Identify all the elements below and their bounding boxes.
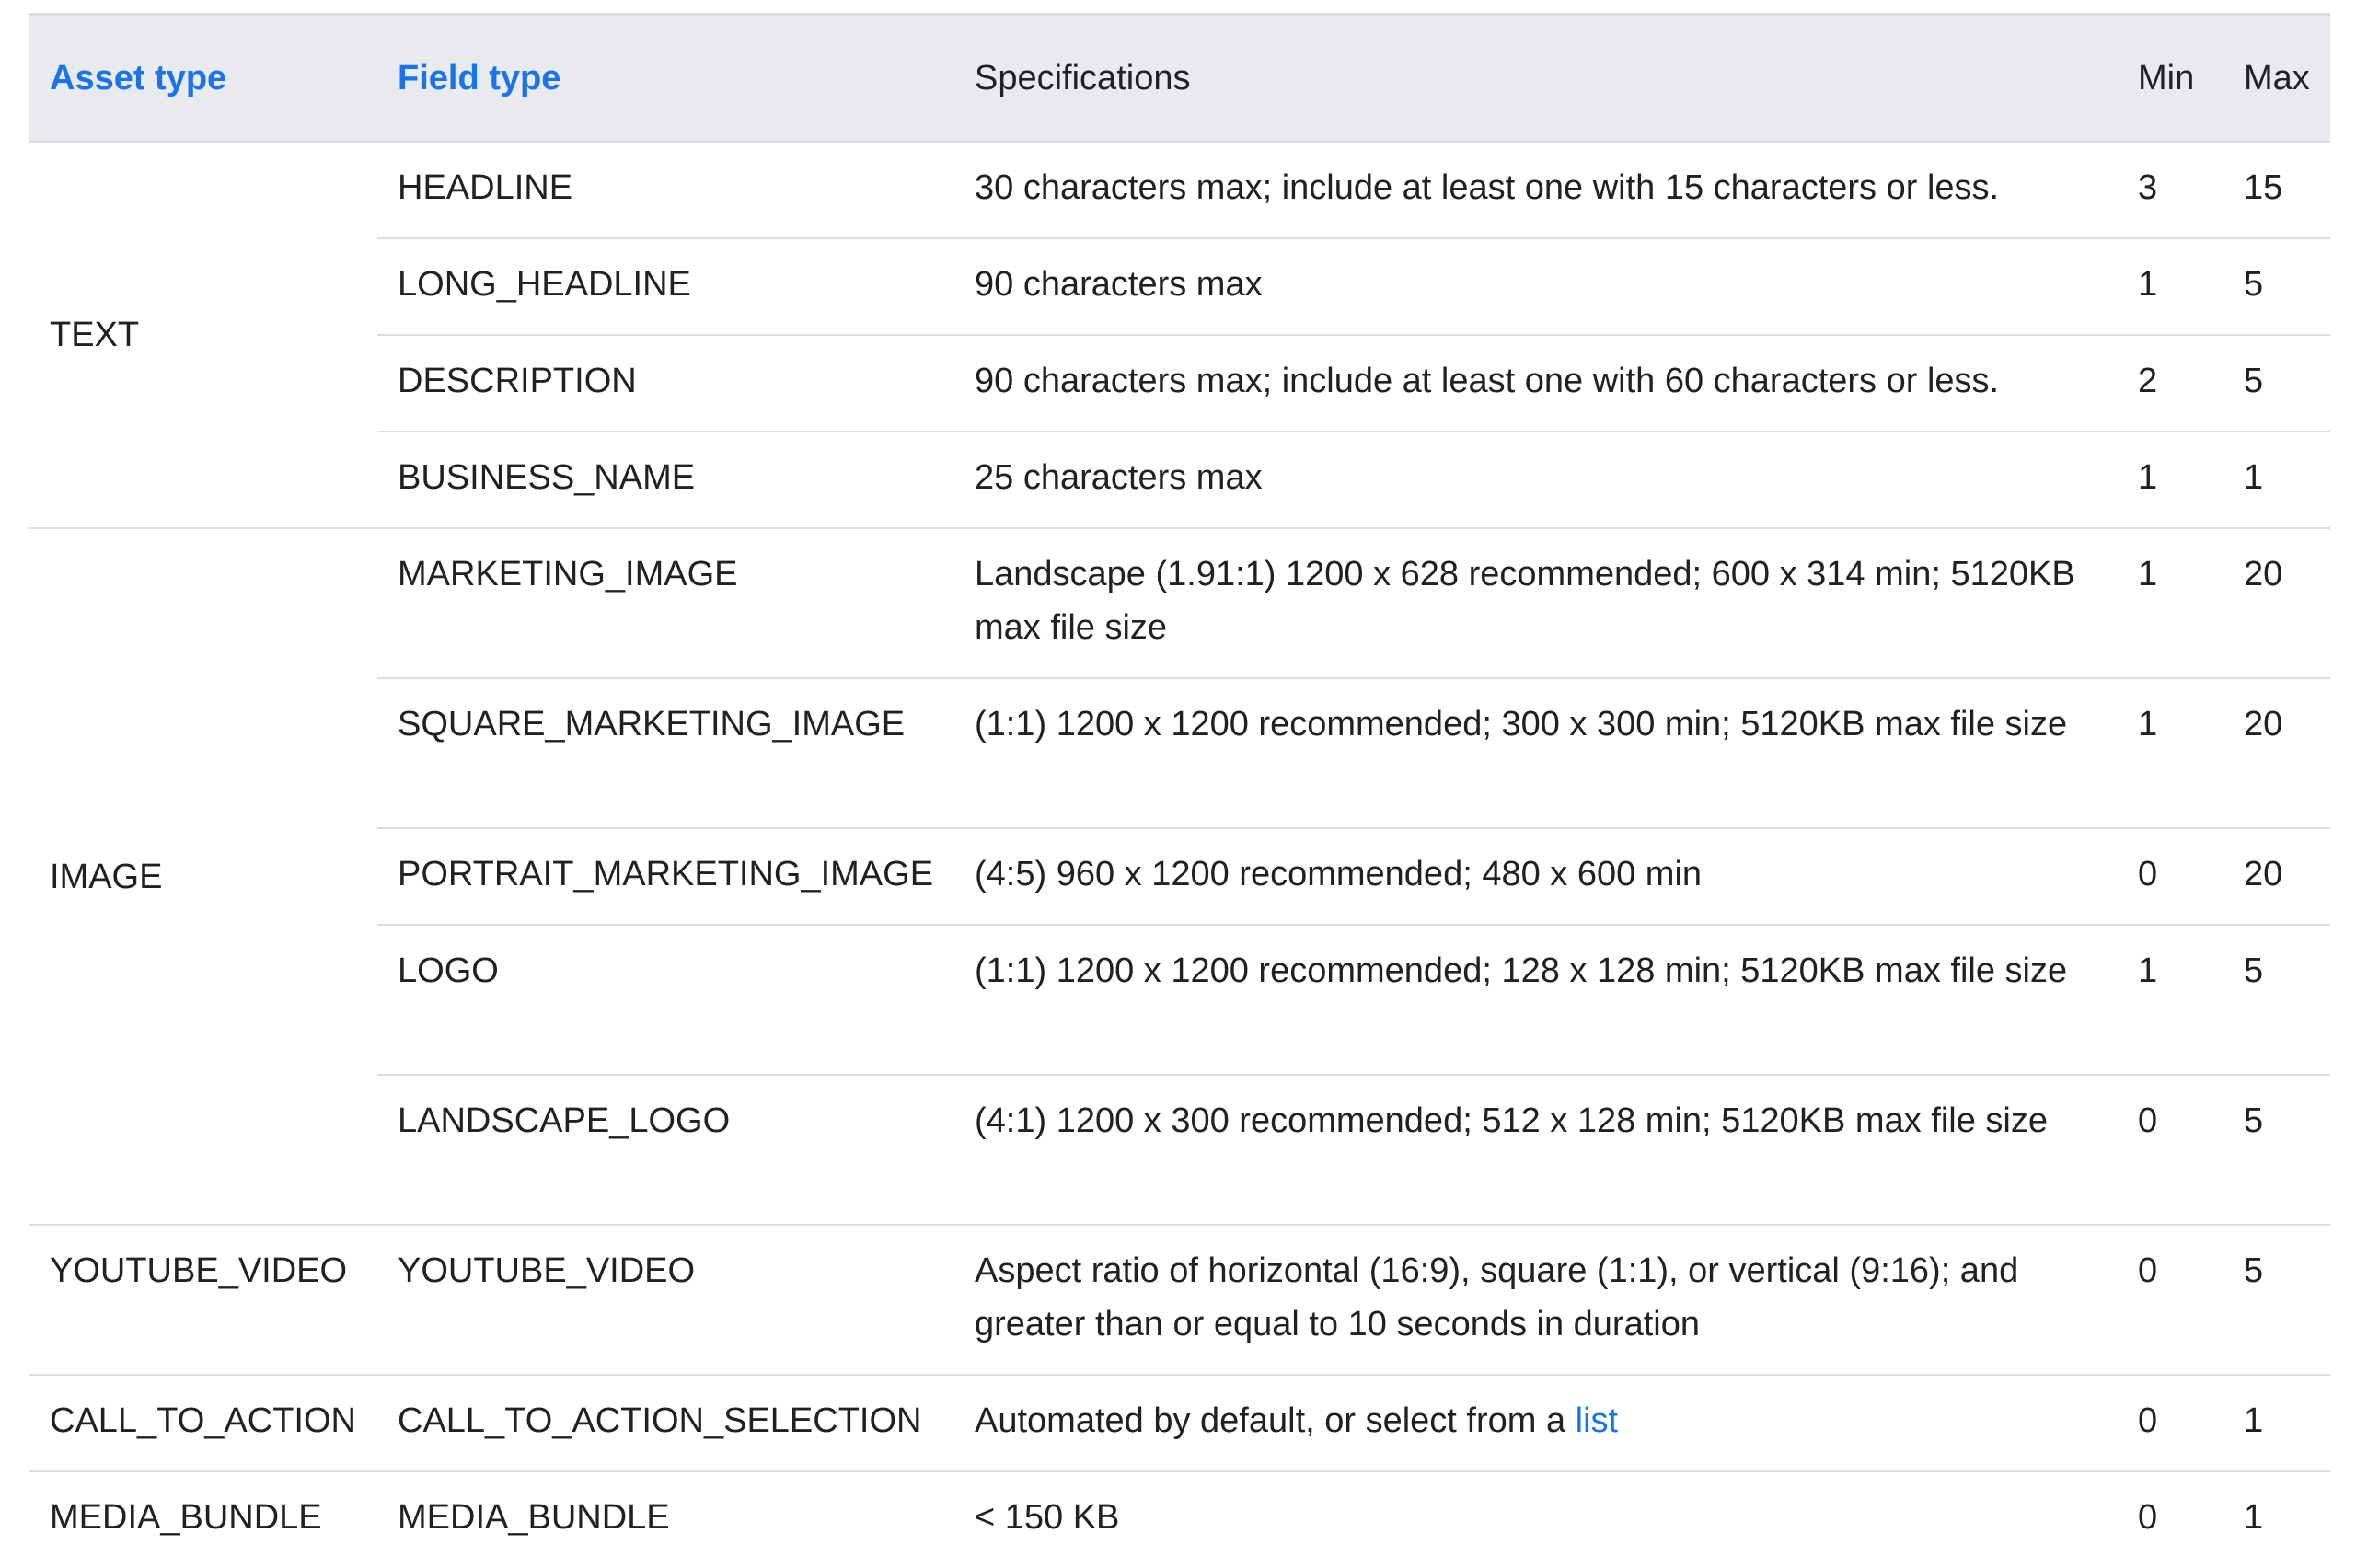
specification-cell: 25 characters max bbox=[954, 432, 2118, 528]
call-to-action-list-link[interactable]: list bbox=[1575, 1401, 1619, 1440]
min-cell: 0 bbox=[2118, 1471, 2223, 1568]
min-cell: 1 bbox=[2118, 925, 2223, 1075]
table-row bbox=[29, 1225, 2330, 1375]
table-header bbox=[29, 15, 2330, 143]
max-cell: 15 bbox=[2244, 168, 2283, 207]
field-type-cell: PORTRAIT_MARKETING_IMAGE bbox=[377, 828, 954, 925]
table-body bbox=[29, 142, 2330, 1568]
max-cell: 5 bbox=[2223, 1075, 2330, 1225]
asset-type-cell: YOUTUBE_VIDEO bbox=[29, 1225, 377, 1375]
field-type-cell: CALL_TO_ACTION_SELECTION bbox=[377, 1375, 954, 1471]
specification-cell: (1:1) 1200 x 1200 recommended; 128 x 128 min; 5120KB max file size bbox=[954, 925, 2118, 1075]
asset-type-cell: CALL_TO_ACTION bbox=[29, 1375, 377, 1471]
min-cell: 0 bbox=[2118, 828, 2223, 925]
table-row bbox=[29, 1375, 2330, 1471]
field-type-cell: YOUTUBE_VIDEO bbox=[377, 1225, 954, 1375]
specification-cell: (4:1) 1200 x 300 recommended; 512 x 128 min; 5120KB max file size bbox=[954, 1075, 2118, 1225]
max-cell: 5 bbox=[2223, 925, 2330, 1075]
max-cell: 5 bbox=[2223, 1225, 2330, 1375]
max-cell: 5 bbox=[2223, 238, 2330, 335]
asset-type-cell: MEDIA_BUNDLE bbox=[29, 1471, 377, 1568]
specification-cell bbox=[954, 1375, 2118, 1471]
min-cell: 0 bbox=[2118, 1225, 2223, 1375]
max-cell: 20 bbox=[2223, 678, 2330, 828]
table-row bbox=[29, 528, 2330, 678]
field-type-cell: MARKETING_IMAGE bbox=[377, 528, 954, 678]
specification-cell: 90 characters max; include at least one with 60 characters or less. bbox=[954, 335, 2118, 432]
field-type-cell: DESCRIPTION bbox=[377, 335, 954, 432]
specification-text: Automated by default, or select from a bbox=[975, 1401, 1566, 1440]
field-type-cell: BUSINESS_NAME bbox=[377, 432, 954, 528]
field-type-cell: SQUARE_MARKETING_IMAGE bbox=[377, 678, 954, 828]
field-type-cell: LONG_HEADLINE bbox=[377, 238, 954, 335]
max-cell: 1 bbox=[2223, 1471, 2330, 1568]
min-cell: 1 bbox=[2118, 238, 2223, 335]
max-cell: 5 bbox=[2223, 335, 2330, 432]
min-cell: 1 bbox=[2118, 432, 2223, 528]
specification-cell: (4:5) 960 x 1200 recommended; 480 x 600 min bbox=[954, 828, 2118, 925]
asset-specifications-table bbox=[29, 13, 2330, 1568]
max-column-header: Max bbox=[2244, 59, 2310, 98]
field-type-cell: LANDSCAPE_LOGO bbox=[377, 1075, 954, 1225]
field-type-cell: MEDIA_BUNDLE bbox=[377, 1471, 954, 1568]
min-cell: 0 bbox=[2118, 1075, 2223, 1225]
table-row bbox=[29, 1471, 2330, 1568]
min-cell: 1 bbox=[2118, 528, 2223, 678]
min-cell: 3 bbox=[2138, 168, 2158, 207]
asset-type-cell: TEXT bbox=[50, 316, 140, 354]
specification-cell: 90 characters max bbox=[954, 238, 2118, 335]
table-row bbox=[29, 142, 2330, 238]
max-cell: 20 bbox=[2223, 528, 2330, 678]
min-column-header: Min bbox=[2138, 59, 2195, 98]
max-cell: 20 bbox=[2223, 828, 2330, 925]
specifications-column-header: Specifications bbox=[975, 59, 1191, 98]
min-cell: 2 bbox=[2118, 335, 2223, 432]
specification-cell: (1:1) 1200 x 1200 recommended; 300 x 300 min; 5120KB max file size bbox=[954, 678, 2118, 828]
specification-cell: Landscape (1.91:1) 1200 x 628 recommended; 600 x 314 min; 5120KB max file size bbox=[954, 528, 2118, 678]
asset-type-column-header[interactable]: Asset type bbox=[50, 59, 227, 98]
max-cell: 1 bbox=[2223, 432, 2330, 528]
specification-cell: Aspect ratio of horizontal (16:9), square (1:1), or vertical (9:16); and greater than or equal to 10 seconds in duration bbox=[954, 1225, 2118, 1375]
max-cell: 1 bbox=[2223, 1375, 2330, 1471]
asset-type-cell: IMAGE bbox=[29, 528, 377, 1225]
field-type-cell: LOGO bbox=[377, 925, 954, 1075]
min-cell: 1 bbox=[2118, 678, 2223, 828]
specification-cell: 30 characters max; include at least one with 15 characters or less. bbox=[975, 168, 2000, 207]
field-type-cell: HEADLINE bbox=[398, 168, 573, 207]
field-type-column-header[interactable]: Field type bbox=[398, 59, 561, 98]
specification-cell: < 150 KB bbox=[954, 1471, 2118, 1568]
header-row bbox=[29, 15, 2330, 143]
min-cell: 0 bbox=[2118, 1375, 2223, 1471]
